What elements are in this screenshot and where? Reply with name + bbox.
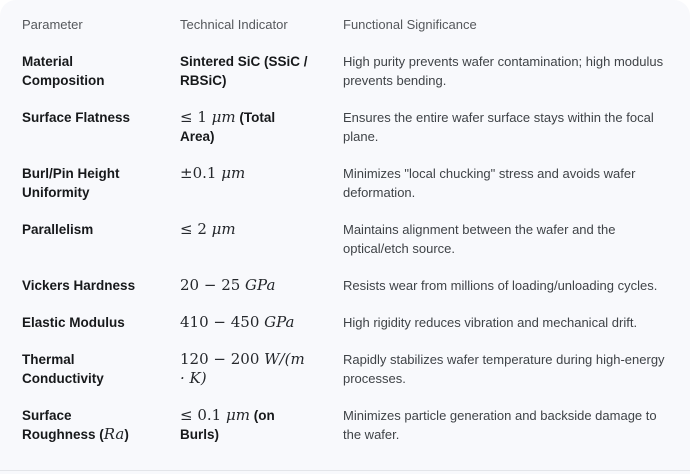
parameter-cell <box>22 52 180 90</box>
significance-cell: Maintains alignment between the wafer and the optical/etch source. <box>343 222 616 256</box>
math-segment: 410 − 450 <box>180 313 265 331</box>
text-segment: Surface Roughness ( <box>22 408 104 442</box>
column-header-functional-significance: Functional Significance <box>343 17 477 32</box>
text-segment: (on Burls) <box>180 408 275 442</box>
math-segment: μm <box>211 108 236 126</box>
column-header-parameter: Parameter <box>22 17 83 32</box>
bottom-row-divider <box>0 470 690 471</box>
indicator-cell <box>180 313 343 332</box>
indicator-cell <box>180 406 343 444</box>
text-segment: (Total Area) <box>180 110 276 144</box>
indicator-cell <box>180 220 343 239</box>
significance-cell: Resists wear from millions of loading/unloading cycles. <box>343 278 658 293</box>
math-segment: ±0.1 <box>180 164 222 182</box>
indicator-cell <box>180 164 343 183</box>
math-segment: GPa <box>245 276 276 294</box>
text-segment: Parallelism <box>22 222 94 237</box>
indicator-cell <box>180 350 343 388</box>
math-segment: GPa <box>264 313 295 331</box>
text-segment: ) <box>124 427 129 442</box>
indicator-cell <box>180 108 343 146</box>
text-segment: Surface Flatness <box>22 110 131 125</box>
indicator-cell <box>180 52 343 90</box>
indicator-cell <box>180 276 343 295</box>
math-segment: μm <box>225 406 250 424</box>
math-segment: ≤ 1 <box>180 108 212 126</box>
column-header-technical-indicator: Technical Indicator <box>180 17 288 32</box>
significance-cell: Ensures the entire wafer surface stays within the focal plane. <box>343 110 654 144</box>
text-segment: Vickers Hardness <box>22 278 136 293</box>
math-segment: μm <box>211 220 236 238</box>
significance-cell: Rapidly stabilizes wafer temperature during high-energy processes. <box>343 352 665 386</box>
text-segment: Material Composition <box>22 54 105 88</box>
math-segment: 120 − 200 <box>180 350 265 368</box>
math-segment: μm <box>221 164 246 182</box>
parameter-cell <box>22 164 180 202</box>
text-segment: Thermal Conductivity <box>22 352 104 386</box>
math-segment: 20 − 25 <box>180 276 246 294</box>
significance-cell: High purity prevents wafer contamination; high modulus prevents bending. <box>343 54 664 88</box>
parameter-cell <box>22 276 180 295</box>
parameter-cell <box>22 350 180 388</box>
significance-cell: High rigidity reduces vibration and mechanical drift. <box>343 315 638 330</box>
parameter-cell <box>22 220 180 239</box>
math-segment: Ra <box>103 425 125 443</box>
significance-cell: Minimizes particle generation and backside damage to the wafer. <box>343 408 657 442</box>
parameter-cell <box>22 108 180 127</box>
text-segment: Burl/Pin Height Uniformity <box>22 166 120 200</box>
math-segment: ≤ 2 <box>180 220 212 238</box>
text-segment: Elastic Modulus <box>22 315 125 330</box>
math-segment: W/(m · K) <box>180 350 305 387</box>
parameter-cell <box>22 406 180 444</box>
parameter-cell <box>22 313 180 332</box>
significance-cell: Minimizes "local chucking" stress and avoids wafer deformation. <box>343 166 636 200</box>
math-segment: ≤ 0.1 <box>180 406 226 424</box>
text-segment: Sintered SiC (SSiC / RBSiC) <box>180 54 308 88</box>
